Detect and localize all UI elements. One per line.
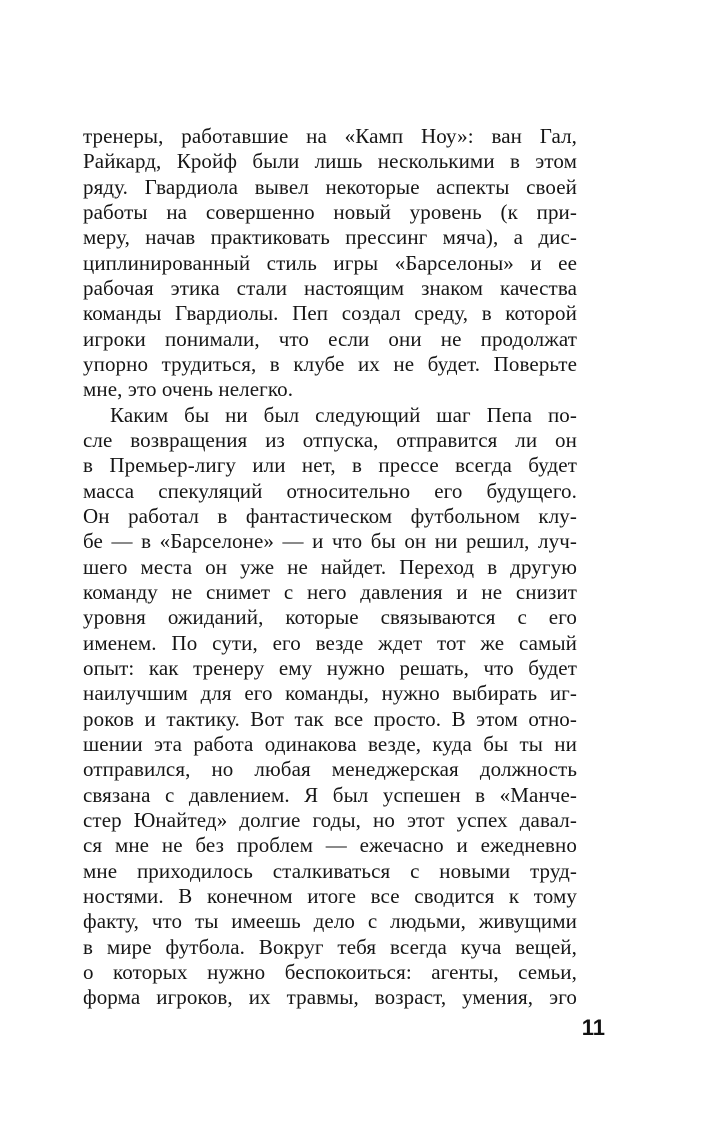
text-line: команду не снимет с него давления и не снизит [83, 579, 577, 604]
text-line: связана с давлением. Я был успешен в «Манче- [83, 782, 577, 807]
text-line: рабочая этика стали настоящим знаком качества [83, 275, 577, 300]
text-line: ностями. В конечном итоге все сводится к тому [83, 883, 577, 908]
text-line: масса спекуляций относительно его будущего. [83, 478, 577, 503]
text-line: отправился, но любая менеджерская должность [83, 757, 577, 782]
text-line: команды Гвардиолы. Пеп создал среду, в которой [83, 301, 577, 326]
text-line: Каким бы ни был следующий шаг Пепа по- [110, 402, 577, 427]
text-line: тренеры, работавшие на «Камп Ноу»: ван Гал, [83, 124, 577, 148]
text-line: опыт: как тренеру ему нужно решать, что будет [83, 655, 577, 680]
text-line: бе — в «Барселоне» — и что бы он ни решил, луч- [83, 529, 577, 554]
text-line: именем. По сути, его везде ждет тот же самый [83, 630, 577, 655]
text-line: шего места он уже не найдет. Переход в другую [83, 554, 577, 579]
text-line: роков и тактику. Вот так все просто. В этом отно- [83, 706, 577, 731]
text-line: циплинированный стиль игры «Барселоны» и ее [83, 250, 577, 275]
text-block [83, 124, 577, 1010]
text-line: форма игроков, их травмы, возраст, умения, эго [83, 985, 577, 1010]
text-line: мне приходилось сталкиваться с новыми труд- [83, 858, 577, 883]
text-line: ряду. Гвардиола вывел некоторые аспекты своей [83, 174, 577, 199]
text-line: Он работал в фантастическом футбольном клу- [83, 503, 577, 528]
text-line: меру, начав практиковать прессинг мяча), а дис- [83, 225, 577, 250]
text-line: Райкард, Кройф были лишь несколькими в этом [83, 149, 577, 174]
text-line: наилучшим для его команды, нужно выбирать иг- [83, 681, 577, 706]
text-line: о которых нужно беспокоиться: агенты, семьи, [83, 959, 577, 984]
text-line: шении эта работа одинакова везде, куда бы ты ни [83, 731, 577, 756]
text-line: в Премьер-лигу или нет, в прессе всегда будет [83, 453, 577, 478]
text-line: игроки понимали, что если они не продолжат [83, 326, 577, 351]
text-line: сле возвращения из отпуска, отправится ли он [83, 427, 577, 452]
page-number: 11 [581, 1015, 605, 1040]
text-line: мне, это очень нелегко. [83, 377, 294, 402]
text-line: в мире футбола. Вокруг тебя всегда куча вещей, [83, 934, 577, 959]
text-line: работы на совершенно новый уровень (к при- [83, 199, 577, 224]
text-line: ся мне не без проблем — ежечасно и ежедневно [83, 833, 577, 858]
text-line: стер Юнайтед» долгие годы, но этот успех давал- [83, 807, 577, 832]
text-line: факту, что ты имеешь дело с людьми, живущими [83, 909, 577, 934]
text-line: уровня ожиданий, которые связываются с его [83, 605, 577, 630]
text-line: упорно трудиться, в клубе их не будет. Поверьте [83, 351, 577, 376]
